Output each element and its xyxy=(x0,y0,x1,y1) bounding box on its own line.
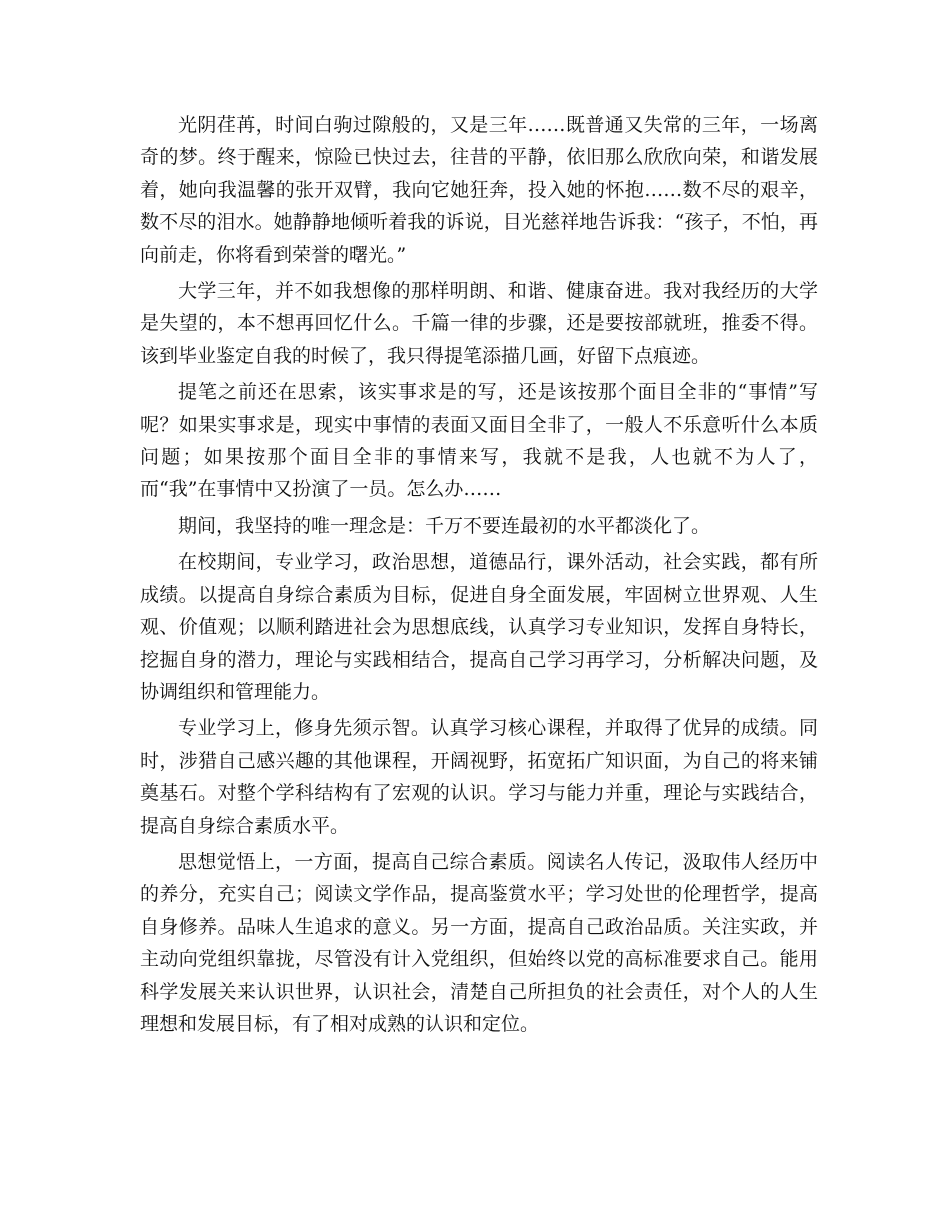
paragraph: 思想觉悟上，一方面，提高自己综合素质。阅读名人传记，汲取伟人经历中的养分，充实自己；阅读文学作品，提高鉴赏水平；学习处世的伦理哲学，提高自身修养。品味人生追求的意义。另一方面，提高自己政治品质。关注实政，并主动向党组织靠拢，尽管没有计入党组织，但始终以党的高标准要求自己。能用科学发展关来认识世界，认识社会，清楚自己所担负的社会责任，对个人的人生理想和发展目标，有了相对成熟的认识和定位。 xyxy=(140,850,818,1035)
paragraph: 期间，我坚持的唯一理念是：千万不要连最初的水平都淡化了。 xyxy=(178,514,711,537)
paragraph: 光阴荏苒，时间白驹过隙般的，又是三年……既普通又失常的三年，一场离奇的梦。终于醒来，惊险已快过去，往昔的平静，依旧那么欣欣向荣，和谐发展着，她向我温馨的张开双臂，我向它她狂奔，投入她的怀抱……数不尽的艰辛，数不尽的泪水。她静静地倾听着我的诉说，目光慈祥地告诉我：“孩子，不怕，再向前走，你将看到荣誉的曙光。” xyxy=(140,114,818,266)
paragraph: 提笔之前还在思索，该实事求是的写，还是该按那个面目全非的“事情”写呢？如果实事求是，现实中事情的表面又面目全非了，一般人不乐意听什么本质问题；如果按那个面目全非的事情来写，我就不是我，人也就不为人了，而“我”在事情中又扮演了一员。怎么办…… xyxy=(140,381,818,501)
paragraph: 专业学习上，修身先须示智。认真学习核心课程，并取得了优异的成绩。同时，涉猎自己感兴趣的其他课程，开阔视野，拓宽拓广知识面，为自己的将来铺奠基石。对整个学科结构有了宏观的认识。学习与能力并重，理论与实践结合，提高自身综合素质水平。 xyxy=(140,717,818,837)
document-page xyxy=(140,109,818,1044)
paragraph: 在校期间，专业学习，政治思想，道德品行，课外活动，社会实践，都有所成绩。以提高自身综合素质为目标，促进自身全面发展，牢固树立世界观、人生观、价值观；以顺利踏进社会为思想底线，认真学习专业知识，发挥自身特长，挖掘自身的潜力，理论与实践相结合，提高自己学习再学习，分析解决问题，及协调组织和管理能力。 xyxy=(140,551,818,703)
paragraph: 大学三年，并不如我想像的那样明朗、和谐、健康奋进。我对我经历的大学是失望的，本不想再回忆什么。千篇一律的步骤，还是要按部就班，推委不得。该到毕业鉴定自我的时候了，我只得提笔添描几画，好留下点痕迹。 xyxy=(140,280,818,367)
